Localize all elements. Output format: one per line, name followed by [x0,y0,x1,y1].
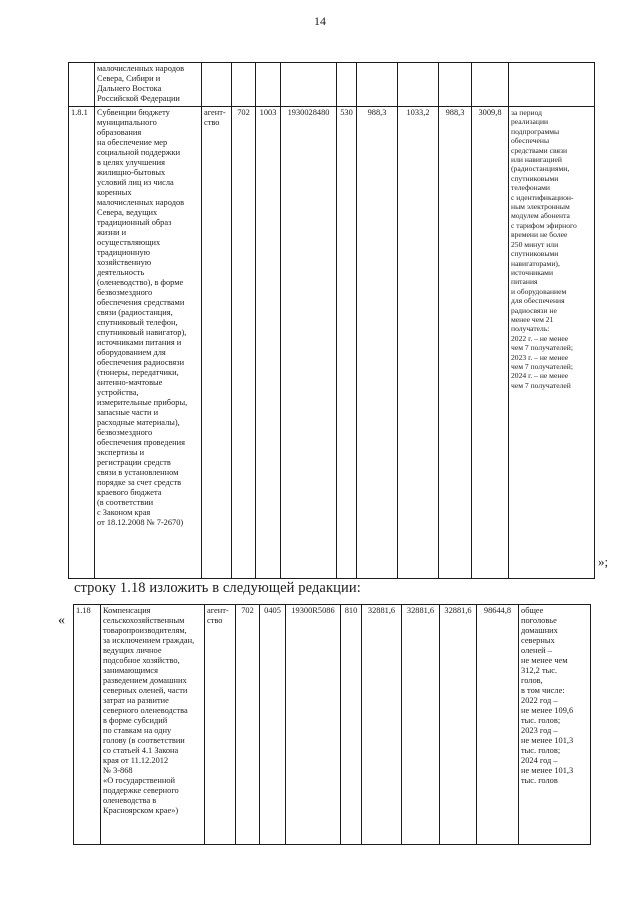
cell-2023: 32881,6 [402,605,440,845]
opening-quote: « [58,613,65,628]
cell-name: Компенсация сельскохозяйственным товаропроизводителям, за исключением граждан, ведущих личное подсобное хозяйство, занимающимся разведением домашних северных оленей, части затрат на развитие северного оленеводства в форме субсидий по ставкам на одну голову (в соответствии со статьей 4.1 Закона края от 11.12.2012 № 3-868 «О государственной поддержке северного оленеводства в Красноярском крае») [101,605,205,845]
table-row-1-8-1 [69,107,595,579]
cell-num: 1.8.1 [69,107,95,579]
cell-total [472,63,509,107]
program-table-top [68,62,595,579]
cell-executor: агент- ство [205,605,236,845]
cell-rzpr [256,63,281,107]
cell-2024: 32881,6 [440,605,477,845]
cell-csr: 19300R5086 [286,605,341,845]
cell-2024: 988,3 [439,107,472,579]
cell-csr: 1930028480 [281,107,337,579]
cell-total: 98644,8 [477,605,519,845]
page-number: 14 [314,14,326,28]
cell-2023 [398,63,439,107]
cell-result: общее поголовье домашних северных оленей – не менее чем 312,2 тыс. голов, в том числе: 2022 год – не менее 109,6 тыс. голов; 2023 год – не менее 101,3 тыс. голов; 2024 год – не менее 101,3 тыс. голов [519,605,591,845]
cell-num: 1.18 [74,605,101,845]
cell-vr: 530 [337,107,357,579]
cell-2022: 32881,6 [362,605,402,845]
cell-num [69,63,95,107]
cell-csr [281,63,337,107]
closing-quote: »; [598,554,609,569]
cell-grbs [232,63,256,107]
amendment-instruction: строку 1.18 изложить в следующей редакции: [74,580,361,596]
cell-result [509,63,595,107]
table-row-1-18 [74,605,591,845]
table-row-continuation [69,63,595,107]
cell-vr [337,63,357,107]
cell-result: за период реализации подпрограммы обеспечены средствами связи или навигацией (радиостанциями, спутниковыми телефонами с идентификацион- ным электронным модулем абонента с тарифом эфирного времени не более 250 минут или спутниковыми навигаторами), источниками питания и оборудованием для обеспечения радиосвязи не менее чем 21 получатель: 2022 г. – не менее чем 7 получателей; 2023 г. – не менее чем 7 получателей; 2024 г. – не менее чем 7 получателей [509,107,595,579]
cell-total: 3009,8 [472,107,509,579]
cell-rzpr: 1003 [256,107,281,579]
cell-name: малочисленных народов Севера, Сибири и Дальнего Востока Российской Федерации [95,63,202,107]
cell-2022: 988,3 [357,107,398,579]
cell-2024 [439,63,472,107]
cell-2022 [357,63,398,107]
cell-grbs: 702 [236,605,260,845]
cell-executor [202,63,232,107]
cell-vr: 810 [341,605,362,845]
cell-2023: 1033,2 [398,107,439,579]
cell-grbs: 702 [232,107,256,579]
program-table-bottom [73,604,591,845]
cell-name: Субвенции бюджету муниципального образования на обеспечение мер социальной поддержки в целях улучшения жилищно-бытовых условий лиц из числа коренных малочисленных народов Севера, ведущих традиционный образ жизни и осуществляющих традиционную хозяйственную деятельность (оленеводство), в форме безвозмездного обеспечения средствами связи (радиостанция, спутниковый телефон, спутниковый навигатор), источниками питания и оборудованием для обеспечения радиосвязи (тюнеры, передатчики, антенно-мачтовые устройства, измерительные приборы, запасные части и расходные материалы), безвозмездного обеспечения проведения экспертизы и регистрации средств связи в установленном порядке за счет средств краевого бюджета (в соответствии с Законом края от 18.12.2008 № 7-2670) [95,107,202,579]
cell-executor: агент- ство [202,107,232,579]
cell-rzpr: 0405 [260,605,286,845]
